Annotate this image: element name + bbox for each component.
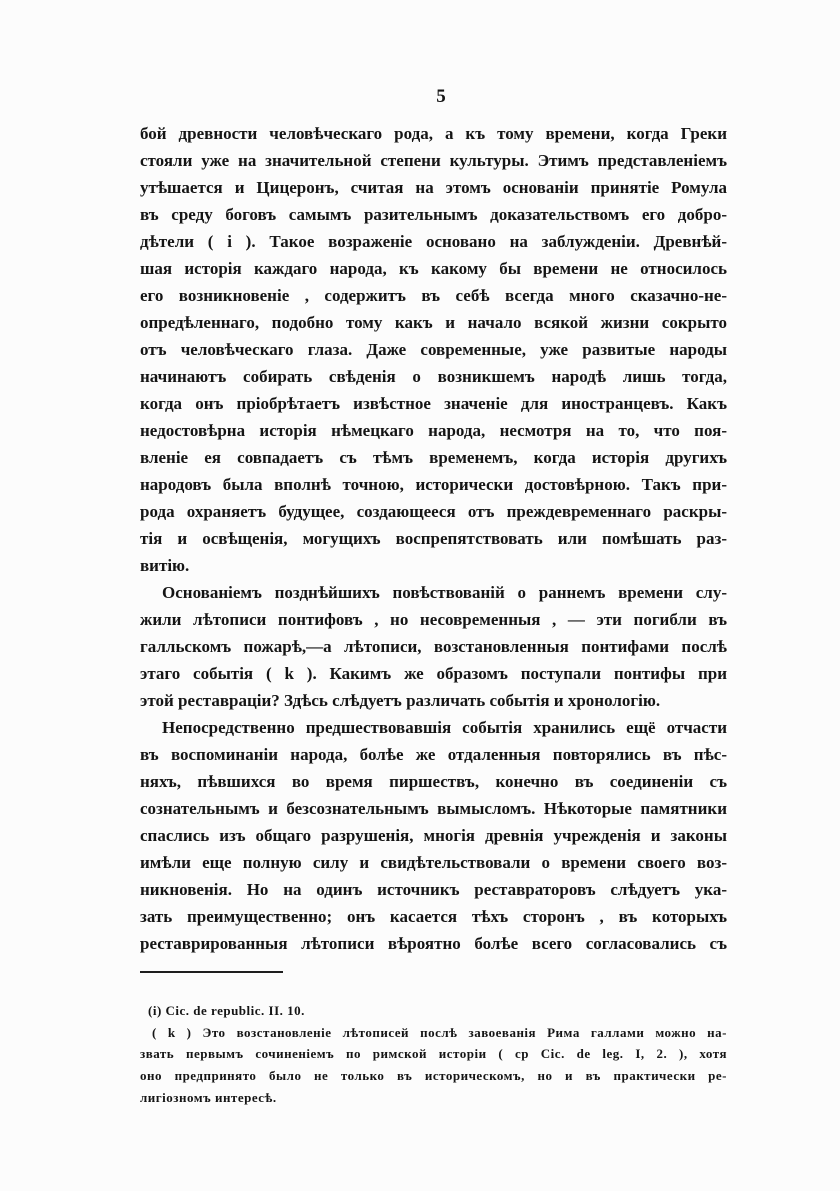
text-line: галльскомъ пожарѣ,—а лѣтописи, возстановленныя понтифами послѣ [140, 636, 727, 656]
page-number: 5 [436, 86, 446, 107]
text-line: отъ человѣческаго глаза. Даже современные, уже развитые народы [140, 339, 727, 359]
text-line: недостовѣрна исторія нѣмецкаго народа, несмотря на то, что поя- [140, 420, 727, 440]
footnote [140, 1022, 727, 1109]
footnote-line: звать первымъ сочиненіемъ по римской исторіи ( ср Cic. de leg. I, 2. ), хотя [140, 1046, 727, 1062]
text-line: стояли уже на значительной степени культуры. Этимъ представленіемъ [140, 150, 727, 170]
main-text [140, 120, 727, 957]
text-line: утѣшается и Цицеронъ, считая на этомъ основаніи принятіе Ромула [140, 177, 727, 197]
text-line: рода охраняетъ будущее, создающееся отъ преждевременнаго раскры- [140, 501, 727, 521]
text-line: спаслись изъ общаго разрушенія, многія древнія учрежденія и законы [140, 825, 727, 845]
footnote [140, 1000, 727, 1022]
text-line: бой древности человѣческаго рода, а къ тому времени, когда Греки [140, 123, 727, 143]
text-line: этой реставраціи? Здѣсь слѣдуетъ различать событія и хронологію. [140, 690, 661, 710]
text-line: няхъ, пѣвшихся во время пиршествъ, конечно въ соединеніи съ [140, 771, 727, 791]
text-line: когда онъ пріобрѣтаетъ извѣстное значеніе для иностранцевъ. Какъ [140, 393, 727, 413]
text-line: въ воспоминаніи народа, болѣе же отдаленныя повторялись въ пѣс- [140, 744, 727, 764]
text-line: жили лѣтописи понтифовъ , но несовременныя , — эти погибли въ [140, 609, 727, 629]
footnote-line: лигіозномъ интересѣ. [140, 1089, 277, 1105]
text-line: опредѣленнаго, подобно тому какъ и начало всякой жизни сокрыто [140, 312, 727, 332]
text-line: дѣтели ( i ). Такое возраженіе основано на заблужденіи. Древнѣй- [140, 231, 727, 251]
footnote-line: (i) Cic. de republic. II. 10. [148, 1003, 305, 1018]
footnote-line: ( k ) Это возстановленіе лѣтописей послѣ завоеванія Рима галлами можно на- [152, 1024, 727, 1040]
text-line: народовъ была вполнѣ точною, исторически достовѣрною. Такъ при- [140, 474, 727, 494]
text-line: Непосредственно предшествовавшія событія хранились ещё отчасти [162, 717, 727, 737]
footnotes [140, 1000, 727, 1108]
text-line: сознательнымъ и безсознательнымъ вымысломъ. Нѣкоторые памятники [140, 798, 727, 818]
footnote-line: оно предпринято было не только въ историческомъ, но и въ практически ре- [140, 1068, 727, 1084]
footnote-rule [140, 971, 283, 973]
text-line: зать преимущественно; онъ касается тѣхъ сторонъ , въ которыхъ [140, 906, 727, 926]
text-line: этаго событія ( k ). Какимъ же образомъ поступали понтифы при [140, 663, 727, 683]
text-line: шая исторія каждаго народа, къ какому бы времени не относилось [140, 258, 727, 278]
text-line: въ среду боговъ самымъ разительнымъ доказательствомъ его добро- [140, 204, 727, 224]
text-line: начинаютъ собирать свѣденія о возникшемъ народѣ лишь тогда, [140, 366, 727, 386]
text-line: Основаніемъ позднѣйшихъ повѣствованій о раннемъ времени слу- [162, 582, 727, 602]
text-line: имѣли еще полную силу и свидѣтельствовали о времени своего воз- [140, 852, 727, 872]
text-line: витію. [140, 555, 190, 575]
text-line: никновенія. Но на одинъ источникъ реставраторовъ слѣдуетъ ука- [140, 879, 727, 899]
text-line: реставрированныя лѣтописи вѣроятно болѣе всего согласовались съ [140, 933, 727, 953]
paragraph [140, 714, 727, 957]
paragraph [140, 120, 727, 579]
text-line: тія и освѣщенія, могущихъ воспрепятствовать или помѣшать раз- [140, 528, 727, 548]
text-line: его возникновеніе , содержитъ въ себѣ всегда много сказачно-не- [140, 285, 727, 305]
text-line: вленіе ея совпадаетъ съ тѣмъ временемъ, когда исторія другихъ [140, 447, 727, 467]
paragraph [140, 579, 727, 714]
